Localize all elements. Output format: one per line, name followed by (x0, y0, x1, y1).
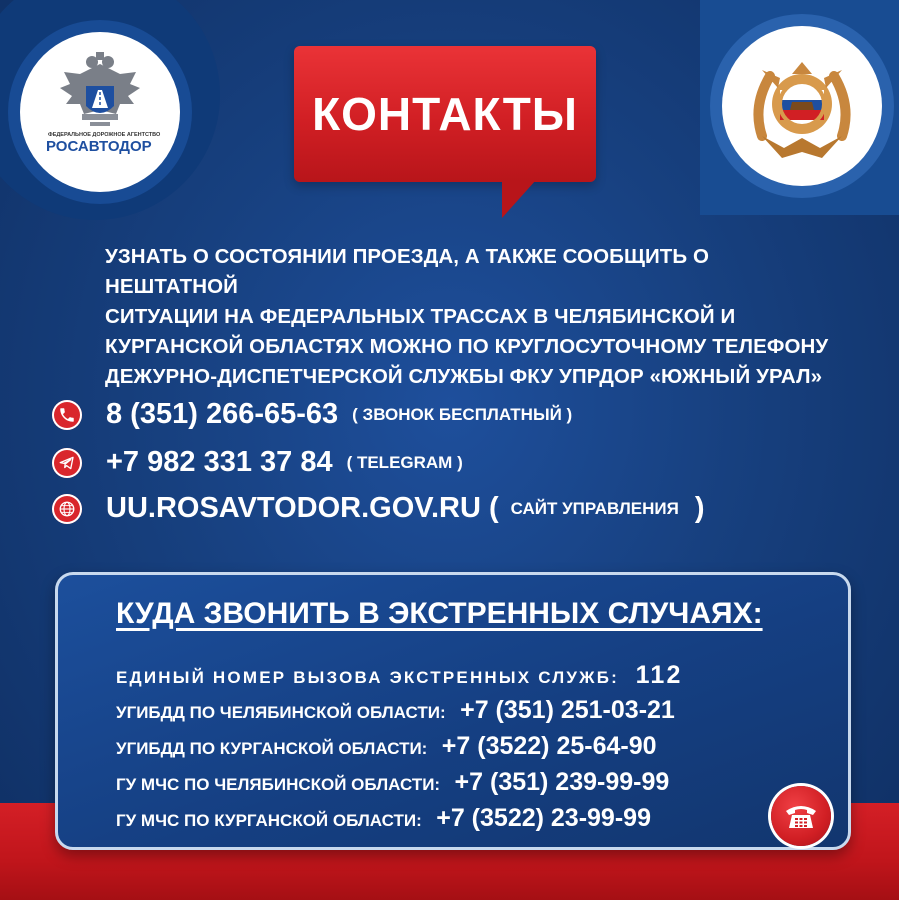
emergency-panel (55, 572, 851, 850)
emergency-number[interactable]: +7 (351) 239-99-99 (454, 768, 670, 796)
eagle-emblem-icon (20, 32, 180, 192)
agency-name-label: РОСАВТОДОР (46, 138, 152, 155)
website-note: САЙТ УПРАВЛЕНИЯ (510, 498, 679, 518)
emergency-item (116, 768, 669, 797)
telegram-icon (52, 448, 82, 478)
contact-website[interactable] (52, 492, 705, 525)
telephone-badge (771, 786, 831, 846)
rosavtodor-logo (20, 32, 180, 192)
bubble-tail (502, 180, 536, 218)
emergency-label: ГУ МЧС ПО КУРГАНСКОЙ ОБЛАСТИ: (116, 811, 422, 830)
emergency-label: ЕДИНЫЙ НОМЕР ВЫЗОВА ЭКСТРЕННЫХ СЛУЖБ: (116, 668, 620, 687)
phone-icon (52, 400, 82, 430)
contact-hotline[interactable] (52, 398, 572, 431)
globe-icon (52, 494, 82, 524)
telegram-note: ( TELEGRAM ) (346, 452, 463, 472)
intro-line: КУРГАНСКОЙ ОБЛАСТЯХ МОЖНО ПО КРУГЛОСУТОЧНОМУ ТЕЛЕФОНУ (105, 335, 829, 358)
page-title: КОНТАКТЫ (312, 88, 578, 140)
emergency-number[interactable]: +7 (351) 251-03-21 (460, 696, 675, 724)
gibdd-logo (722, 26, 882, 186)
emergency-label: УГИБДД ПО ЧЕЛЯБИНСКОЙ ОБЛАСТИ: (116, 703, 446, 722)
emergency-label: УГИБДД ПО КУРГАНСКОЙ ОБЛАСТИ: (116, 739, 428, 758)
intro-text (105, 242, 845, 392)
agency-small-label: ФЕДЕРАЛЬНОЕ ДОРОЖНОЕ АГЕНТСТВО (48, 132, 161, 138)
emergency-item (116, 661, 683, 690)
emergency-number[interactable]: 112 (635, 661, 683, 689)
telephone-icon (783, 801, 819, 831)
website-close-paren: ) (694, 492, 705, 524)
telegram-number: +7 982 331 37 84 (106, 446, 333, 478)
traffic-police-emblem-icon (722, 26, 882, 186)
intro-line: СИТУАЦИИ НА ФЕДЕРАЛЬНЫХ ТРАССАХ В ЧЕЛЯБИНСКОЙ И (105, 305, 736, 328)
emergency-item (116, 732, 657, 761)
emergency-item (116, 804, 651, 833)
emergency-number[interactable]: +7 (3522) 23-99-99 (436, 804, 651, 832)
emergency-number[interactable]: +7 (3522) 25-64-90 (441, 732, 657, 760)
website-url[interactable]: UU.ROSAVTODOR.GOV.RU ( (106, 492, 499, 524)
title-bubble (294, 46, 596, 182)
emergency-title: КУДА ЗВОНИТЬ В ЭКСТРЕННЫХ СЛУЧАЯХ: (116, 597, 763, 630)
contact-telegram[interactable] (52, 446, 463, 479)
hotline-number: 8 (351) 266-65-63 (106, 398, 339, 430)
intro-line: ДЕЖУРНО-ДИСПЕТЧЕРСКОЙ СЛУЖБЫ ФКУ УПРДОР «ЮЖНЫЙ УРАЛ» (105, 365, 823, 388)
emergency-item (116, 696, 675, 725)
emergency-label: ГУ МЧС ПО ЧЕЛЯБИНСКОЙ ОБЛАСТИ: (116, 775, 441, 794)
hotline-note: ( ЗВОНОК БЕСПЛАТНЫЙ ) (352, 404, 573, 424)
intro-line: УЗНАТЬ О СОСТОЯНИИ ПРОЕЗДА, А ТАКЖЕ СООБЩИТЬ О НЕШТАТНОЙ (105, 245, 710, 298)
